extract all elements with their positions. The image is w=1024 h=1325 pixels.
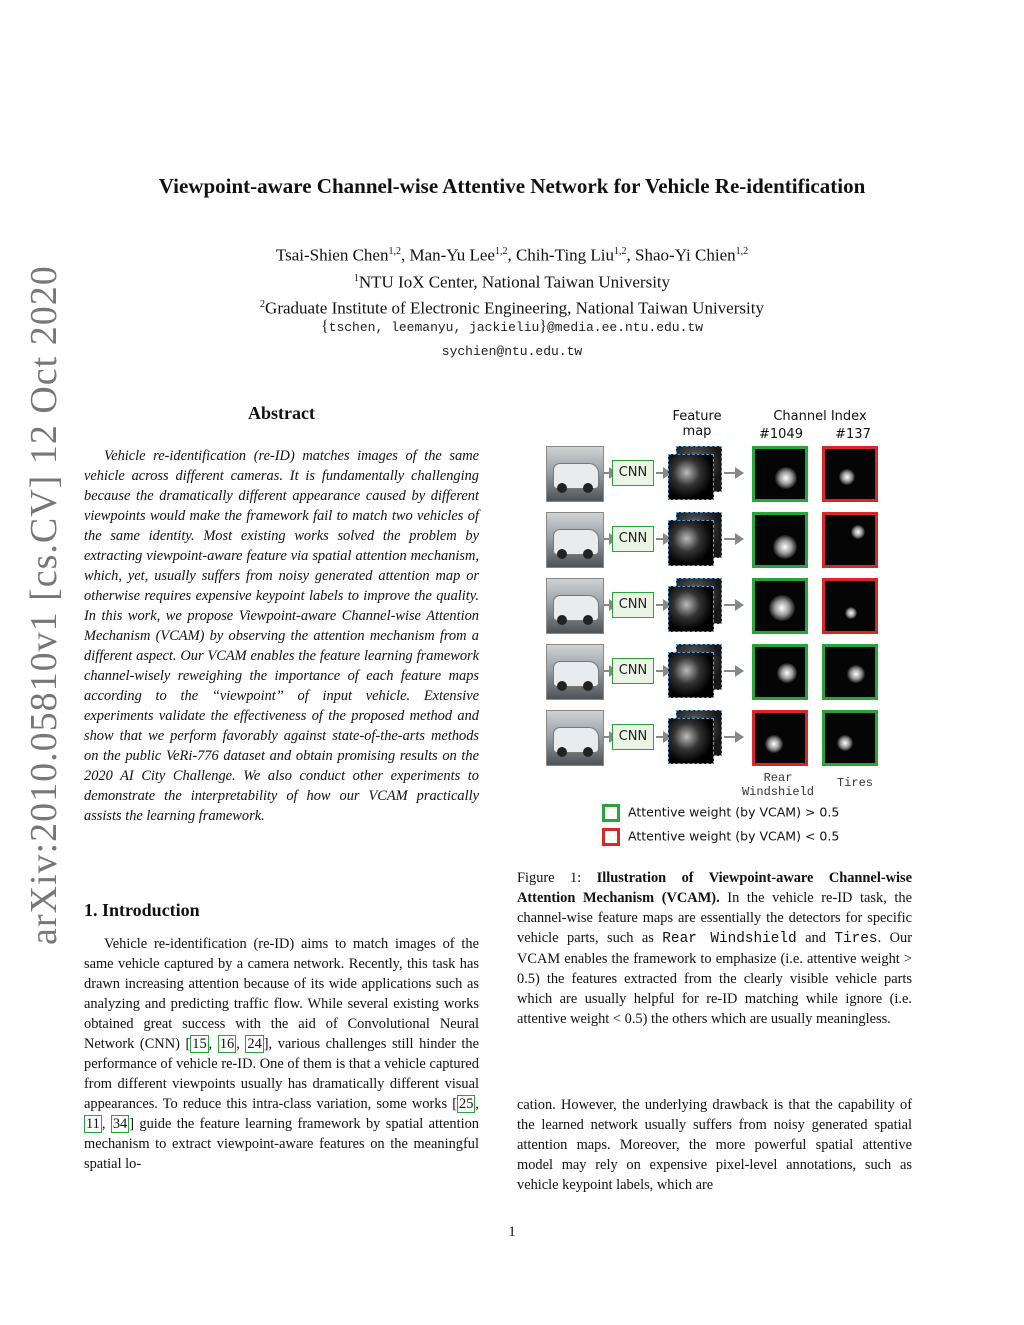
vehicle-image (546, 512, 604, 568)
vehicle-image (546, 578, 604, 634)
activation-spot (839, 469, 855, 485)
rear-windshield-label: Rear Windshield (741, 771, 814, 799)
affiliation-text: NTU IoX Center, National Taiwan University (358, 272, 671, 292)
affiliation-sup: 1 (353, 272, 359, 284)
attention-map-137 (822, 578, 878, 634)
attention-map-1049 (752, 710, 808, 766)
arxiv-watermark: arXiv:2010.05810v1 [cs.CV] 12 Oct 2020 (23, 265, 65, 945)
caption-bold: Illustration of Viewpoint-aware Channel-wise Attention Mechanism (VCAM). (517, 870, 912, 906)
email-line-2: sychien@ntu.edu.tw (441, 344, 583, 359)
affiliation-text: Graduate Institute of Electronic Engineering, National Taiwan University (265, 298, 764, 318)
feature-map (668, 520, 714, 566)
activation-spot (773, 535, 797, 559)
attention-map-137 (822, 710, 878, 766)
legend-green-swatch (602, 804, 620, 822)
affiliation-sup: 2 (260, 299, 266, 311)
tires-label: Tires (836, 776, 873, 790)
legend-red-swatch (602, 828, 620, 846)
brace-close: } (539, 318, 547, 335)
activation-spot (765, 735, 783, 753)
caption-text: and (796, 930, 835, 946)
arrow-icon (724, 472, 736, 474)
cnn-block: CNN (612, 724, 654, 750)
vehicle-image (546, 710, 604, 766)
paper-title: Viewpoint-aware Channel-wise Attentive Network for Vehicle Re-identification (158, 174, 866, 198)
arrow-icon (656, 538, 664, 540)
cnn-block: CNN (612, 526, 654, 552)
author-block (0, 240, 1024, 320)
caption-mono: Tires (834, 931, 878, 947)
activation-spot (845, 607, 857, 619)
activation-spot (837, 735, 853, 751)
citation-link[interactable]: 16 (219, 1036, 235, 1052)
activation-spot (851, 525, 865, 539)
author-sup: 1,2 (494, 246, 508, 257)
section-heading-introduction: 1. Introduction (84, 900, 200, 920)
attention-map-1049 (752, 446, 808, 502)
caption-mono: Rear Windshield (662, 931, 797, 947)
arrow-icon (604, 538, 610, 540)
legend-red-text: Attentive weight (by VCAM) < 0.5 (628, 828, 840, 844)
activation-spot (775, 467, 797, 489)
email-block (0, 315, 1024, 364)
attention-map-137 (822, 512, 878, 568)
arrow-icon (656, 472, 664, 474)
feature-map (668, 586, 714, 632)
author-sup: 1,2 (735, 246, 749, 257)
feature-map (668, 718, 714, 764)
vehicle-image (546, 446, 604, 502)
citation-link[interactable]: 15 (192, 1036, 207, 1052)
attention-map-1049 (752, 512, 808, 568)
citation-link[interactable]: 11 (86, 1116, 100, 1132)
intro-text-3: ] guide the feature learning framework by spatial attention mechanism to extract viewpoint-aware features on the meaningful spatial lo- (84, 1116, 479, 1172)
introduction-text: Vehicle re-identification (re-ID) aims to match images of the same vehicle captured by a camera network. Recently, this task has drawn increasing attention because of its wide applications such as analyzing and predicting traffic flow. While several existing works obtained great success with the aid of Convolutional Neural Network (CNN) [ 15 , 16 , 24 ], various challenges still hinder the performance of vehicle re-ID. One of them is that a vehicle captured from different viewpoints usually has dramatically different visual appearances. To reduce this intra-class variation, some works [ 25 , 11 , 34 ] guide the feature learning framework by spatial attention mechanism to extract viewpoint-aware features on the meaningful spatial lo- (84, 936, 480, 1172)
intro-text-2: ], various challenges still hinder the performance of vehicle re-ID. One of them is that a vehicle captured from different viewpoints usually has dramatically different visual appearances. To reduce this intra-class variation, some works [ (84, 1036, 480, 1112)
attention-map-137 (822, 644, 878, 700)
legend-green (602, 804, 839, 822)
arrow-icon (724, 670, 736, 672)
arrow-icon (604, 472, 610, 474)
cnn-block: CNN (612, 658, 654, 684)
channel-137-label: #137 (835, 427, 871, 442)
arrow-icon (604, 736, 610, 738)
brace-open: { (320, 318, 329, 335)
author-name: Tsai-Shien Chen (275, 245, 389, 265)
legend-green-text: Attentive weight (by VCAM) > 0.5 (628, 804, 840, 820)
cnn-block: CNN (612, 460, 654, 486)
activation-spot (777, 663, 797, 683)
arrow-icon (604, 604, 610, 606)
attention-map-137 (822, 446, 878, 502)
arrow-icon (724, 604, 736, 606)
abstract-heading: Abstract (248, 403, 315, 423)
email-line-1 (0, 315, 1024, 340)
arrow-icon (656, 670, 664, 672)
author-sup: 1,2 (388, 246, 401, 257)
author-name: Chih-Ting Liu (515, 245, 615, 265)
feature-map (668, 454, 714, 500)
figure-caption (517, 868, 912, 1029)
arrow-icon (724, 736, 736, 738)
citation-link[interactable]: 25 (459, 1096, 474, 1112)
figure-1 (540, 400, 900, 860)
cnn-block: CNN (612, 592, 654, 618)
activation-spot (769, 595, 795, 621)
right-column-text: cation. However, the underlying drawback is that the capability of the learned network usually suffers from noisy generated spatial attention maps. Moreover, the more powerful spatial attentive model may rely on expensive pixel-level annotations, such as vehicle keypoint labels, which are (517, 1097, 912, 1193)
caption-text: . Our VCAM enables the framework to emphasize (i.e. attentive weight > 0.5) the features extracted from the clearly visible vehicle parts which are usually helpful for re-ID matching while ignore (i.e. attentive weight < 0.5) the others which are usually meaningless. (517, 930, 912, 1027)
arrow-icon (724, 538, 736, 540)
arrow-icon (604, 670, 610, 672)
channel-index-label: Channel Index (773, 409, 867, 424)
legend-red (602, 828, 839, 846)
attention-map-1049 (752, 578, 808, 634)
feature-map-label: Feature map (672, 409, 722, 439)
author-line: Tsai-Shien Chen$^{1,2}$, Man-Yu Lee$^{1,2}$, Chih-Ting Liu$^{1,2}$, Shao-Yi Chien$^{1,2}$ (275, 245, 749, 265)
email-list: tschen, leemanyu, jackieliu (328, 320, 540, 335)
arrow-icon (656, 736, 664, 738)
activation-spot (847, 665, 865, 683)
feature-map (668, 652, 714, 698)
page-number: 1 (508, 1224, 516, 1240)
caption-text: In the vehicle re-ID task, the channel-wise feature maps are essentially the detectors for specific vehicle parts, such as (517, 890, 913, 946)
author-name: Shao-Yi Chien (635, 245, 736, 265)
author-sup: 1,2 (614, 246, 627, 257)
abstract-text: Vehicle re-identification (re-ID) matches images of the same vehicle across different cameras. It is fundamentally challenging because the dramatically different appearance caused by different viewpoints would make the framework fail to match two vehicles of the same identity. Most existing works solved the problem by extracting viewpoint-aware feature via spatial attention mechanism, which, yet, usually suffers from noisy generated attention map or otherwise requires expensive keypoint labels to improve the quality. In this work, we propose Viewpoint-aware Channel-wise Attention Mechanism (VCAM) by observing the attention mechanism from a different aspect. Our VCAM enables the feature learning framework channel-wisely reweighing the importance of each feature maps according to the “viewpoint” of input vehicle. Extensive experiments validate the effectiveness of the proposed method and show that we perform favorably against state-of-the-arts methods on the public VeRi-776 dataset and obtain promising results on the 2020 AI City Challenge. We also conduct other experiments to demonstrate the interpretability of how our VCAM practically assists the learning framework. (84, 448, 479, 824)
arrow-icon (656, 604, 664, 606)
author-name: Man-Yu Lee (409, 245, 495, 265)
intro-text-1: Vehicle re-identification (re-ID) aims to match images of the same vehicle captured by a camera network. Recently, this task has drawn increasing attention because of its wide applications such as analyzing and predicting traffic flow. While several existing works obtained great success with the aid of Convolutional Neural Network (CNN) [ (84, 936, 479, 1052)
caption-prefix: Figure 1: (517, 870, 597, 886)
vehicle-image (546, 644, 604, 700)
citation-link[interactable]: 34 (112, 1116, 128, 1132)
citation-link[interactable]: 24 (247, 1036, 262, 1052)
channel-1049-label: #1049 (759, 427, 803, 442)
attention-map-1049 (752, 644, 808, 700)
email-domain: @media.ee.ntu.edu.tw (546, 320, 704, 335)
affiliation-1 (0, 267, 1024, 294)
